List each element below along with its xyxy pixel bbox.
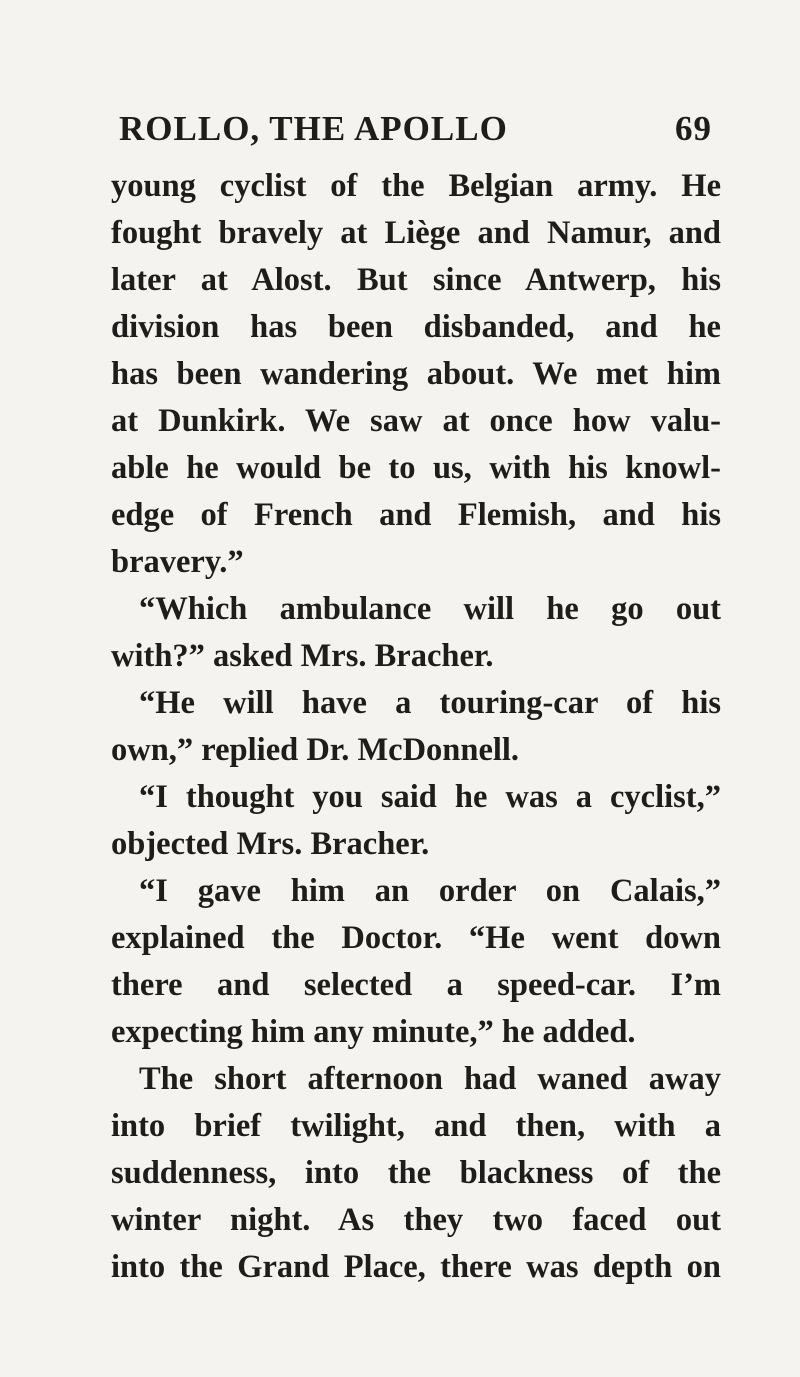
text-line: edge of French and Flemish, and his [111,497,721,533]
text-line: own,” replied Dr. McDonnell. [111,732,520,768]
text-line: there and selected a speed-car. I’m [111,967,721,1003]
text-line: division has been disbanded, and he [111,309,721,345]
text-line: fought bravely at Liège and Namur, and [111,215,721,251]
text-line: into brief twilight, and then, with a [111,1108,721,1144]
text-line: expecting him any minute,” he added. [111,1014,636,1050]
text-line: young cyclist of the Belgian army. He [111,168,721,204]
text-line: with?” asked Mrs. Bracher. [111,638,494,674]
text-line: into the Grand Place, there was depth on [111,1249,721,1285]
body-text [111,163,721,1291]
page-number: 69 [675,109,712,148]
text-line: able he would be to us, with his knowl- [111,450,721,486]
text-line: bravery.” [111,544,244,580]
running-head [119,104,712,154]
text-line: winter night. As they two faced out [111,1202,721,1238]
running-head-title: ROLLO, THE APOLLO [119,109,508,148]
text-line: “Which ambulance will he go out [139,591,721,627]
text-line: explained the Doctor. “He went down [111,920,721,956]
text-line: The short afternoon had waned away [139,1061,721,1097]
text-line: later at Alost. But since Antwerp, his [111,262,721,298]
text-line: “I thought you said he was a cyclist,” [139,779,721,815]
text-line: at Dunkirk. We saw at once how valu- [111,403,721,439]
text-line: objected Mrs. Bracher. [111,826,430,862]
text-line: “He will have a touring-car of his [139,685,721,721]
text-line: “I gave him an order on Calais,” [139,873,721,909]
text-line: suddenness, into the blackness of the [111,1155,721,1191]
text-line: has been wandering about. We met him [111,356,721,392]
